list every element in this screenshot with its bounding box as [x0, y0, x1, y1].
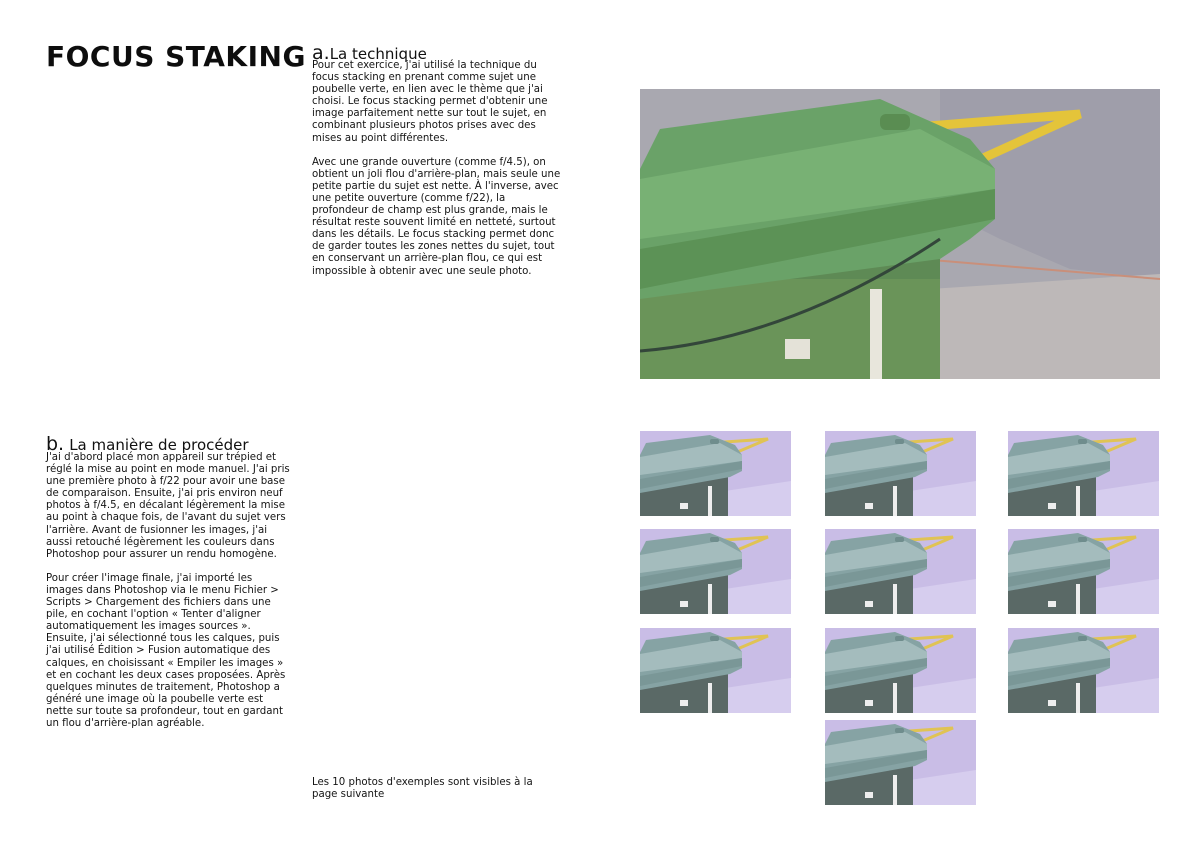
thumbnail-5 [825, 529, 976, 614]
thumbnail-7 [640, 628, 791, 713]
main-bin-photo [640, 89, 1160, 379]
thumbnail-1 [640, 431, 791, 516]
section-a-paragraph-2: Avec une grande ouverture (comme f/4.5), on obtient un joli flou d'arrière-plan, mais seule une petite partie du sujet est nette. À l'inverse, avec une petite ouverture (comme f/22), la profondeur de champ est plus grande, mais le résultat reste souvent limité en netteté, surtout dans les détails. Le focus stacking permet donc de garder toutes les zones nettes du sujet, tout en conservant un arrière-plan flou, ce qui est impossible à obtenir avec une seule photo. [312, 156, 561, 277]
section-b-body [46, 452, 290, 742]
section-b-title: La manière de procéder [69, 436, 249, 454]
section-a-body [312, 60, 562, 290]
section-b-paragraph-1: J'ai d'abord placé mon appareil sur trépied et réglé la mise au point en mode manuel. J'ai pris une première photo à f/22 pour avoir une base de comparaison. Ensuite, j'ai pris environ neuf photos à f/4.5, en décalant légèrement la mise au point à chaque fois, de l'avant du sujet vers l'arrière. Avant de fusionner les images, j'ai aussi retouché légèrement les couleurs dans Photoshop pour assurer un rendu homogène. [46, 452, 290, 560]
footnote: Les 10 photos d'exemples sont visibles à la page suivante [312, 777, 533, 801]
thumbnail-10 [825, 720, 976, 805]
thumbnail-8 [825, 628, 976, 713]
section-a-title: La technique [329, 45, 427, 63]
thumbnail-9 [1008, 628, 1159, 713]
thumbnail-6 [1008, 529, 1159, 614]
section-a-letter: a. [312, 42, 330, 64]
thumbnail-3 [1008, 431, 1159, 516]
thumbnail-2 [825, 431, 976, 516]
section-b-letter: b. [46, 433, 65, 455]
section-a-paragraph-1: Pour cet exercice, j'ai utilisé la technique du focus stacking en prenant comme sujet une poubelle verte, en lien avec le thème que j'ai choisi. Le focus stacking permet d'obtenir une image parfaitement nette sur tout le sujet, en combinant plusieurs photos prises avec des mises au point différentes. [312, 60, 548, 144]
green-bin-image [640, 89, 1160, 379]
thumbnail-4 [640, 529, 791, 614]
page-title: FOCUS STAKING [46, 40, 306, 73]
section-b-paragraph-2: Pour créer l'image finale, j'ai importé les images dans Photoshop via le menu Fichier > Scripts > Chargement des fichiers dans une pile, en cochant l'option « Tenter d'aligner automatiquement les images sources ». Ensuite, j'ai sélectionné tous les calques, puis j'ai utilisé Édition > Fusion automatique des calques, en choisissant « Empiler les images » et en cochant les deux cases proposées. Après quelques minutes de traitement, Photoshop a généré une image où la poubelle verte est nette sur toute sa profondeur, tout en gardant un flou d'arrière-plan agréable. [46, 572, 286, 729]
